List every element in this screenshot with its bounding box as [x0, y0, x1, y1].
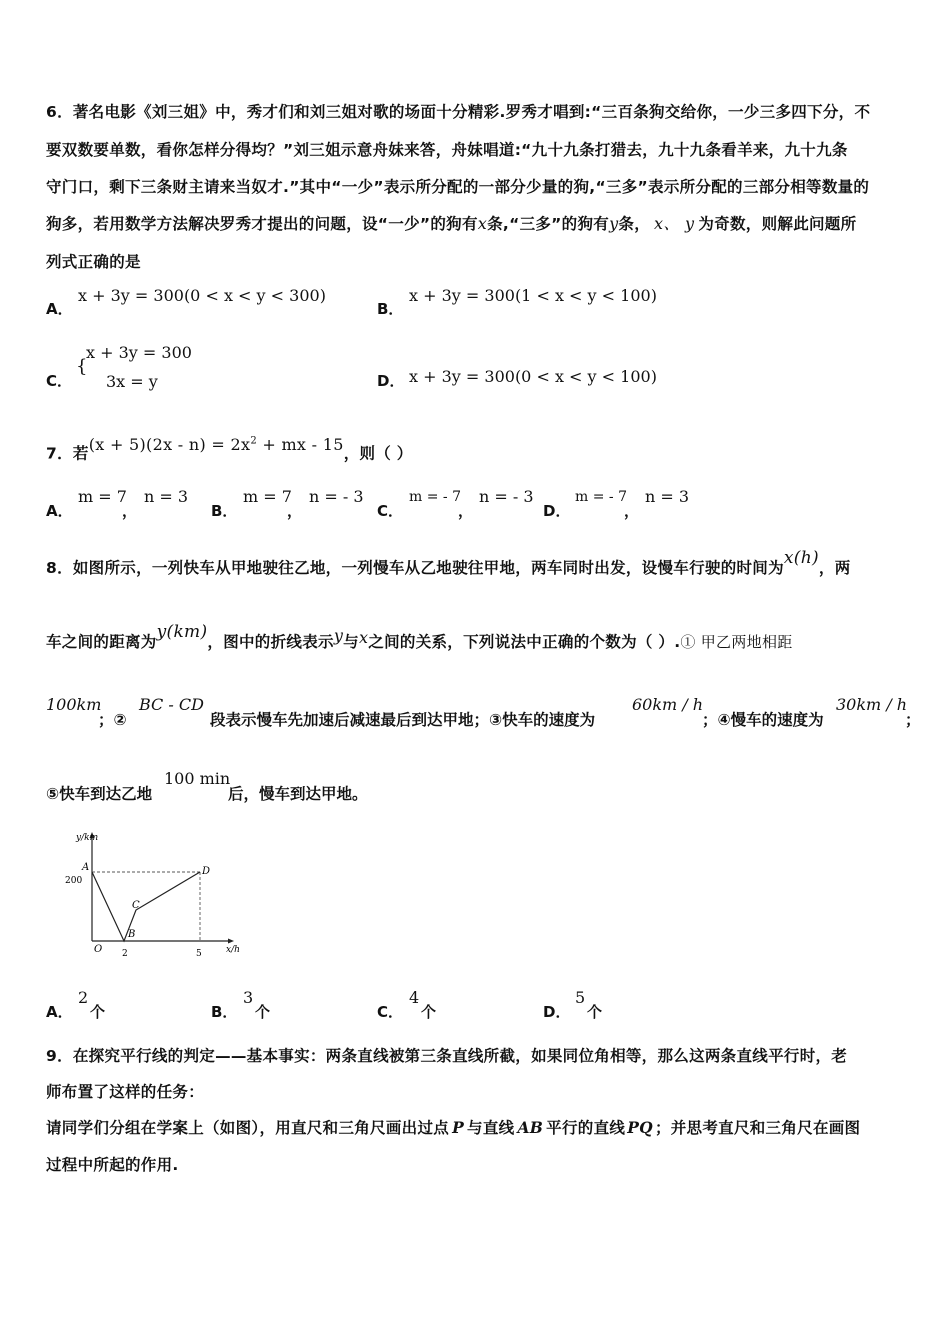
- q8-line-3-b: 段表示慢车先加速后减速最后到达甲地；③快车的速度为: [210, 711, 596, 729]
- q7-option-c-m: m = - 7: [409, 489, 461, 505]
- q7-option-a-label: A．: [46, 502, 73, 520]
- q6-option-c-value-2: 3x = y: [106, 372, 158, 391]
- q8-line-1: [46, 548, 851, 579]
- graph-point-a: A: [82, 862, 90, 873]
- q7-option-d-label: D．: [543, 502, 571, 520]
- q6-option-c-label: C．: [46, 372, 73, 390]
- q8-line-2-a: 车之间的距离为: [46, 633, 157, 651]
- graph-polyline: [92, 872, 200, 941]
- graph-point-b: B: [128, 929, 136, 940]
- q8-line-3-a: ；②: [98, 711, 127, 729]
- q9-line-4: 过程中所起的作用.: [46, 1156, 179, 1174]
- q8-line-2-b: ，图中的折线表示: [207, 633, 334, 651]
- q7-option-a-n: n = 3: [144, 487, 189, 506]
- q9-line-ab: AB: [517, 1118, 544, 1137]
- q8-option-d-label: D．: [543, 1003, 571, 1021]
- q8-option-c-unit: 个: [421, 1003, 437, 1021]
- q6-var-y: y: [609, 214, 619, 233]
- q7-option-c-comma: ，: [458, 502, 474, 520]
- q6-option-b-value: x + 3y = 300(1 < x < y < 100): [409, 286, 657, 305]
- q6-option-d-value: x + 3y = 300(0 < x < y < 100): [409, 367, 657, 386]
- q7-option-b-comma: ，: [287, 502, 303, 520]
- graph-xlabel: x/h: [226, 945, 240, 955]
- graph-ylabel: y/km: [76, 833, 99, 843]
- q7-expression-main: (x + 5)(2x - n) = 2x: [88, 435, 251, 455]
- q6-line-1: 6．著名电影《刘三姐》中，秀才们和刘三姐对歌的场面十分精彩.罗秀才唱到:“三百条狗交给你，一少三多四下分，不: [46, 103, 871, 121]
- q8-line-2: [46, 622, 793, 653]
- q8-line-4-a: ⑤快车到达乙地: [46, 785, 153, 803]
- graph-origin: O: [94, 944, 103, 955]
- q9-line-3: [46, 1117, 860, 1139]
- q6-line-4: [46, 213, 856, 235]
- q6-line-3: 守门口，剩下三条财主请来当奴才.”其中“一少”表示所分配的一部分少量的狗,“三多”表示所分配的三部分相等数量的: [46, 178, 870, 196]
- q6-line-4-b: 条,“三多”的狗有: [487, 215, 610, 233]
- q8-val-30kmh: 30km / h: [836, 695, 908, 714]
- q8-line-2-e: ① 甲乙两地相距: [680, 633, 793, 651]
- q8-line-4-b: 后，慢车到达甲地。: [228, 785, 368, 803]
- q7-prefix: 7．若: [46, 444, 89, 463]
- q8-val-60kmh: 60km / h: [632, 695, 704, 714]
- q8-option-b-num: 3: [243, 988, 254, 1007]
- q6-line-2: 要双数要单数，看你怎样分得均？”刘三姐示意舟妹来答，舟妹唱道:“九十九条打猎去，九十九条看羊来，九十九条: [46, 141, 848, 159]
- q8-var-x: x: [358, 628, 369, 647]
- q6-var-xy: x、 y: [654, 214, 695, 233]
- q7-option-b-m: m = 7: [243, 487, 292, 506]
- q7-option-a-comma: ，: [122, 502, 138, 520]
- graph-point-c: C: [132, 900, 140, 911]
- q6-option-b-label: B．: [377, 300, 404, 318]
- q7-suffix: ，则（ ）: [343, 444, 413, 463]
- q9-line-2: 师布置了这样的任务：: [46, 1083, 205, 1101]
- graph-tick-5: 5: [196, 949, 202, 959]
- q7-option-c-label: C．: [377, 502, 404, 520]
- q8-var-ykm: y(km): [156, 622, 208, 642]
- q7-expression-tail: + mx - 15: [256, 435, 344, 455]
- q7-option-d-comma: ，: [624, 502, 640, 520]
- q6-option-c-brace: {: [76, 356, 88, 377]
- q8-option-a-num: 2: [78, 988, 89, 1007]
- q7-expression: [89, 435, 344, 454]
- q8-val-bc-cd: BC - CD: [139, 695, 204, 714]
- q6-line-5: 列式正确的是: [46, 253, 141, 271]
- distance-time-graph: [62, 828, 247, 963]
- q7-option-b-label: B．: [211, 502, 238, 520]
- q6-line-4-c: 条，: [618, 215, 651, 233]
- q6-option-d-label: D．: [377, 372, 405, 390]
- q8-option-c-label: C．: [377, 1003, 404, 1021]
- q8-line-2-d: 之间的关系，下列说法中正确的个数为（ ）.: [368, 633, 681, 651]
- q7-option-a-m: m = 7: [78, 487, 127, 506]
- q8-option-b-unit: 个: [255, 1003, 271, 1021]
- q6-line-4-d: 为奇数，则解此问题所: [698, 215, 857, 233]
- q8-val-100km: 100km: [46, 695, 102, 714]
- q6-option-a-value: x + 3y = 300(0 < x < y < 300): [78, 286, 326, 305]
- q8-line-3-d: ；: [905, 711, 921, 729]
- q8-var-xh: x(h): [783, 548, 819, 568]
- q8-option-d-unit: 个: [587, 1003, 603, 1021]
- graph-point-d: D: [202, 866, 211, 877]
- q9-line-3-c: 平行的直线: [546, 1119, 626, 1137]
- graph-tick-200: 200: [65, 876, 83, 886]
- q8-line-3-c: ；④慢车的速度为: [702, 711, 824, 729]
- q8-option-b-label: B．: [211, 1003, 238, 1021]
- q9-point-p: P: [452, 1118, 465, 1137]
- graph-x-axis-arrow: [228, 939, 234, 944]
- q6-option-a-label: A．: [46, 300, 73, 318]
- q7-option-d-n: n = 3: [645, 487, 690, 506]
- q7-option-d-m: m = - 7: [575, 489, 627, 505]
- q7-option-b-n: n = - 3: [309, 487, 364, 506]
- q9-line-3-b: 与直线: [467, 1119, 515, 1137]
- q8-line-1-b: ，两: [818, 559, 851, 577]
- q9-line-3-d: ；并思考直尺和三角尺在画图: [654, 1119, 861, 1137]
- q8-var-y: y: [333, 626, 344, 645]
- q6-line-4-a: 狗多，若用数学方法解决罗秀才提出的问题，设“一少”的狗有: [46, 215, 478, 233]
- q7-exponent: 2: [250, 436, 257, 447]
- q8-option-d-num: 5: [575, 988, 586, 1007]
- q7-option-c-n: n = - 3: [479, 487, 534, 506]
- q8-line-1-a: 8．如图所示，一列快车从甲地驶往乙地，一列慢车从乙地驶往甲地，两车同时出发，设慢车行驶的时间为: [46, 559, 784, 577]
- q9-line-1: 9．在探究平行线的判定——基本事实：两条直线被第三条直线所截，如果同位角相等，那么这两条直线平行时，老: [46, 1047, 848, 1065]
- q6-var-x: x: [477, 214, 488, 233]
- q6-option-c-value-1: x + 3y = 300: [86, 343, 192, 362]
- q9-line-pq: PQ: [627, 1118, 653, 1137]
- q9-line-3-a: 请同学们分组在学案上（如图），用直尺和三角尺画出过点: [46, 1119, 450, 1137]
- q8-line-2-c: 与: [343, 633, 359, 651]
- graph-tick-2: 2: [122, 949, 128, 959]
- q8-option-c-num: 4: [409, 988, 420, 1007]
- q8-option-a-unit: 个: [90, 1003, 106, 1021]
- q8-option-a-label: A．: [46, 1003, 73, 1021]
- q7-line: [46, 435, 413, 464]
- q8-val-100min: 100 min: [164, 769, 231, 788]
